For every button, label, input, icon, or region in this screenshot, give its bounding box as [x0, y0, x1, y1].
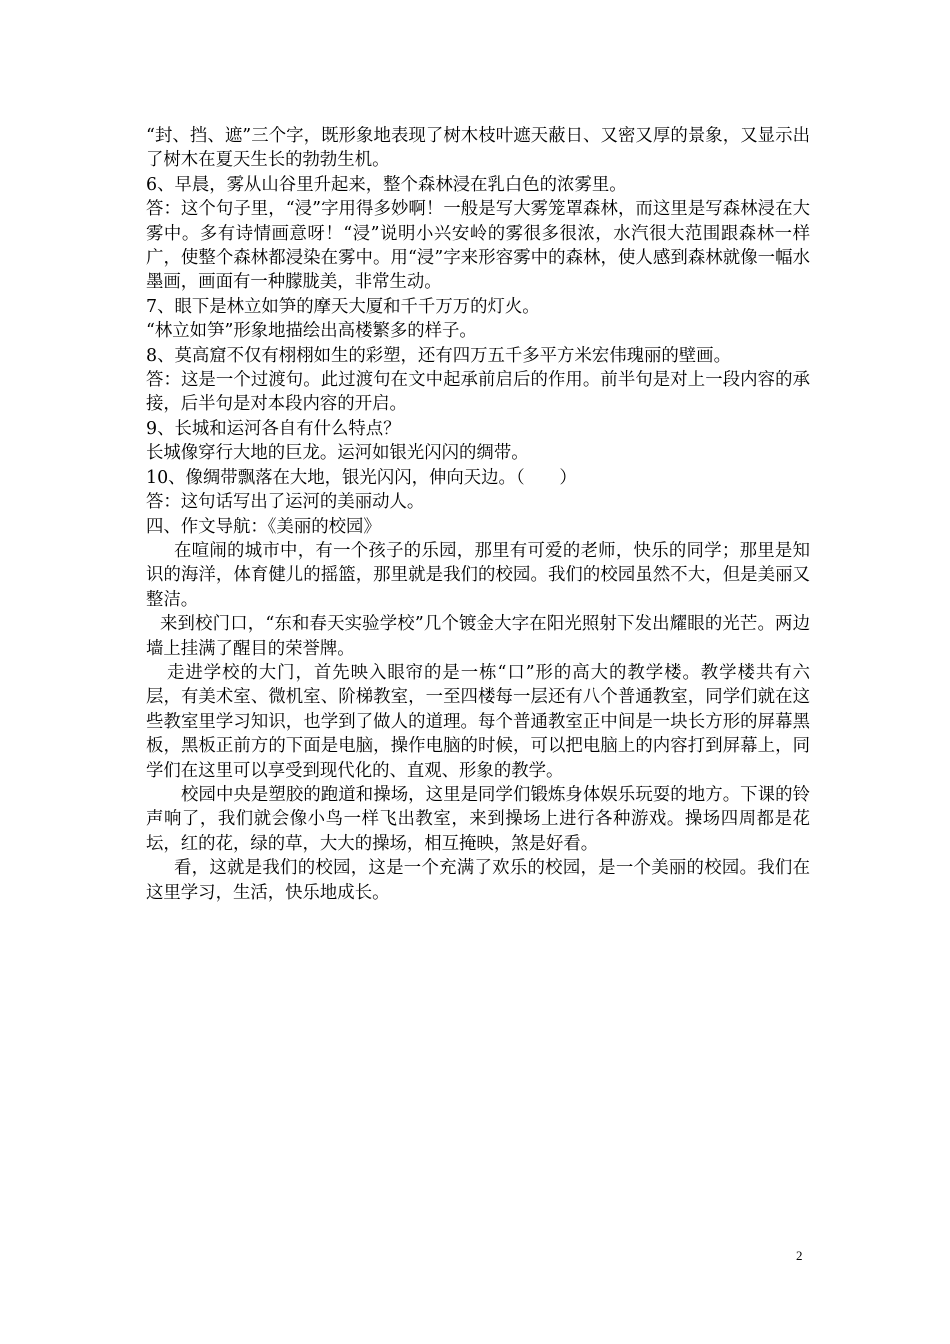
section-heading: 四、作文导航：《美丽的校园》 [146, 516, 381, 537]
paragraph: “封、挡、遮”三个字，既形象地表现了树木枝叶遮天蔽日、又密又厚的景象，又显示出了树木在夏天生长的勃勃生机。 [146, 126, 810, 171]
paragraph: 6、早晨，雾从山谷里升起来，整个森林浸在乳白色的浓雾里。 [146, 174, 627, 195]
paragraph: 答：这句话写出了运河的美丽动人。 [146, 492, 425, 513]
paragraph: 答：这个句子里，“浸”字用得多妙啊！一般是写大雾笼罩森林，而这里是写森林浸在大雾中。多有诗情画意呀！“浸”说明小兴安岭的雾很多很浓，水汽很大范围跟森林一样广，使整个森林都浸染在雾中。用“浸”字来形容雾中的森林，使人感到森林就像一幅水墨画，画面有一种朦胧美，非常生动。 [146, 199, 810, 293]
essay-paragraph: 走进学校的大门，首先映入眼帘的是一栋“口”形的高大的教学楼。教学楼共有六层，有美术室、微机室、阶梯教室，一至四楼每一层还有八个普通教室，同学们就在这些教室里学习知识，也学到了做人的道理。每个普通教室正中间是一块长方形的屏幕黑板，黑板正前方的下面是电脑，操作电脑的时候，可以把电脑上的内容打到屏幕上，同学们在这里可以享受到现代化的、直观、形象的教学。 [146, 662, 810, 781]
paragraph: 9、长城和运河各自有什么特点？ [146, 418, 401, 439]
document-body [146, 124, 810, 905]
paragraph: 长城像穿行大地的巨龙。运河如银光闪闪的绸带。 [146, 443, 529, 464]
paragraph: “林立如笋”形象地描绘出高楼繁多的样子。 [146, 321, 477, 342]
essay-paragraph: 来到校门口，“东和春天实验学校”几个镀金大字在阳光照射下发出耀眼的光芒。两边墙上挂满了醒目的荣誉牌。 [146, 614, 810, 659]
essay-paragraph: 看，这就是我们的校园，这是一个充满了欢乐的校园，是一个美丽的校园。我们在这里学习，生活，快乐地成长。 [146, 858, 810, 903]
page-number: 2 [796, 1248, 803, 1263]
essay-paragraph: 校园中央是塑胶的跑道和操场，这里是同学们锻炼身体娱乐玩耍的地方。下课的铃声响了，我们就会像小鸟一样飞出教室，来到操场上进行各种游戏。操场四周都是花坛，红的花，绿的草，大大的操场，相互掩映，煞是好看。 [146, 784, 810, 854]
paragraph: 7、眼下是林立如笋的摩天大厦和千千万万的灯火。 [146, 296, 540, 317]
paragraph: 8、莫高窟不仅有栩栩如生的彩塑，还有四万五千多平方米宏伟瑰丽的壁画。 [146, 345, 731, 366]
paragraph: 10、像绸带飘落在大地，银光闪闪，伸向天边。（ ） [146, 467, 577, 488]
paragraph: 答：这是一个过渡句。此过渡句在文中起承前启后的作用。前半句是对上一段内容的承接，后半句是对本段内容的开启。 [146, 370, 810, 415]
essay-paragraph: 在喧闹的城市中，有一个孩子的乐园，那里有可爱的老师，快乐的同学；那里是知识的海洋，体育健儿的摇篮，那里就是我们的校园。我们的校园虽然不大，但是美丽又整洁。 [146, 540, 810, 610]
